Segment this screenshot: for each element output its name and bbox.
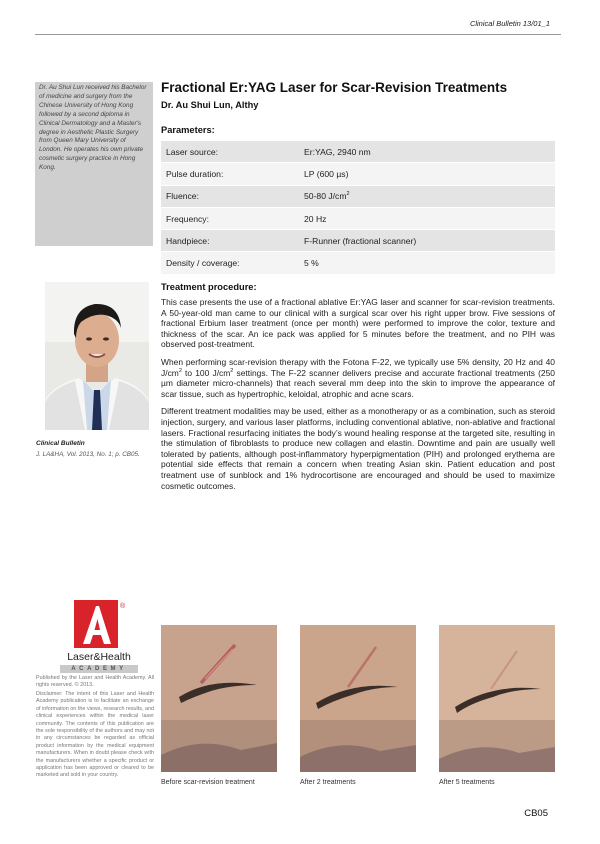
article-body xyxy=(161,297,555,498)
table-row xyxy=(161,207,555,229)
parameter-value: Er:YAG, 2940 nm xyxy=(299,141,555,163)
photo-caption-after-5: After 5 treatments xyxy=(439,779,495,786)
paragraph-case: This case presents the use of a fractional ablative Er:YAG laser and scanner for scar-revision treatments. A 50-year-old man came to our clinical with a surgical scar over his right upper brow. Five sessions of fractional Erbium laser treatment (once per month) were performed to improve the color, texture and thickness of the scar. An ice pack was applied for 5 minutes before the treatment, and no PIH was observed post-treatment. xyxy=(161,297,555,350)
parameters-table xyxy=(161,141,555,275)
paragraph-settings xyxy=(161,357,555,399)
text-run: to 100 J/cm xyxy=(181,367,231,378)
parameter-value: LP (600 µs) xyxy=(299,163,555,185)
author-portrait xyxy=(45,282,149,430)
table-row xyxy=(161,185,555,207)
parameter-label: Frequency: xyxy=(161,207,299,229)
table-row xyxy=(161,141,555,163)
table-row xyxy=(161,252,555,274)
parameter-value: 20 Hz xyxy=(299,207,555,229)
article-title: Fractional Er:YAG Laser for Scar-Revision Treatments xyxy=(161,80,508,95)
procedure-heading: Treatment procedure: xyxy=(161,282,257,292)
journal-citation: J. LA&HA, Vol. 2013, No. 1; p. CB05. xyxy=(36,451,140,458)
logo-name: Laser&Health xyxy=(67,651,131,663)
parameter-label: Laser source: xyxy=(161,141,299,163)
table-row xyxy=(161,163,555,185)
bulletin-reference: Clinical Bulletin 13/01_1 xyxy=(469,19,550,28)
photo-caption-after-2: After 2 treatments xyxy=(300,779,356,786)
published-notice: Published by the Laser and Health Academy. All rights reserved. © 2013. xyxy=(36,675,154,688)
superscript: 2 xyxy=(346,191,350,198)
superscript: 2 xyxy=(230,367,234,374)
registered-mark: ® xyxy=(120,603,126,610)
author-bio-box xyxy=(35,82,153,246)
parameter-value: F-Runner (fractional scanner) xyxy=(299,230,555,252)
superscript: 2 xyxy=(178,367,182,374)
fluence-value: 50-80 J/cm xyxy=(304,191,347,202)
parameters-heading: Parameters: xyxy=(161,125,215,135)
parameter-value xyxy=(299,185,555,207)
parameter-label: Fluence: xyxy=(161,185,299,207)
parameter-label: Density / coverage: xyxy=(161,252,299,274)
page-number: CB05 xyxy=(524,808,548,819)
photo-caption-before: Before scar-revision treatment xyxy=(161,779,255,786)
text-run: When performing scar-revision therapy with the Fotona F-22, we typically use 5% density, 20 Hz and 40 J/cm xyxy=(161,356,555,378)
parameter-value: 5 % xyxy=(299,252,555,274)
photo-after-2 xyxy=(300,625,416,772)
header-divider xyxy=(35,34,561,35)
parameter-label: Pulse duration: xyxy=(161,163,299,185)
parameter-label: Handpiece: xyxy=(161,230,299,252)
logo-academy: ACADEMY xyxy=(60,665,138,673)
author-bio: Dr. Au Shui Lun received his Bachelor of medicine and surgery from the Chinese University of Hong Kong followed by a second diploma in Clinical Dermatology and a Master's degree in Aesthetic Plastic Surgery from Queen Mary University of London. He operates his own private cosmetic surgery practice in Hong Kong. xyxy=(39,84,147,172)
photo-after-5 xyxy=(439,625,555,772)
text-run: settings. The F-22 scanner delivers precise and accurate fractional treatments (250 µm diameter micro-channels) that reach several mm deep into the skin to improve the appearance of scar tissue, such as hypertrophic, keloidal, atrophic and acne scars. xyxy=(161,367,555,399)
photo-before xyxy=(161,625,277,772)
disclaimer: Disclaimer: The intent of this Laser and Health Academy publication is to facilitate an exchange of information on the views, research results, and clinical experiences within the medical laser community. The contents of this publication are the sole responsibility of the authors and may not in any circumstances be regarded as official product information by the medical equipment manufacturers. When in doubt please check with the manufacturers whether a specific product or application has been approved or cleared to be marketed and sold in your country. xyxy=(36,691,154,779)
article-author: Dr. Au Shui Lun, Althy xyxy=(161,100,259,110)
table-row xyxy=(161,230,555,252)
clinical-bulletin-label: Clinical Bulletin xyxy=(36,440,85,447)
paragraph-modalities: Different treatment modalities may be used, either as a monotherapy or as a combination, such as steroid injection, surgery, and various laser platforms, including conventional ablative, non-ablative and fractional lasers. Fractional resurfacing initiates the body’s wound healing response at the targeted site, resulting in the stimulation of fibroblasts to produce new collagen and elastin. Downtime and pain are usually well tolerated by patients, although post-inflammatory hyperpigmentation (PIH) and prolonged erythema are potential side effects that remain a concern when treating Asian skin. Patient education and post treatment use of sunblock and 1% hydrocortisone are encouraged and should be used to maximize cosmetic outcomes. xyxy=(161,406,555,491)
